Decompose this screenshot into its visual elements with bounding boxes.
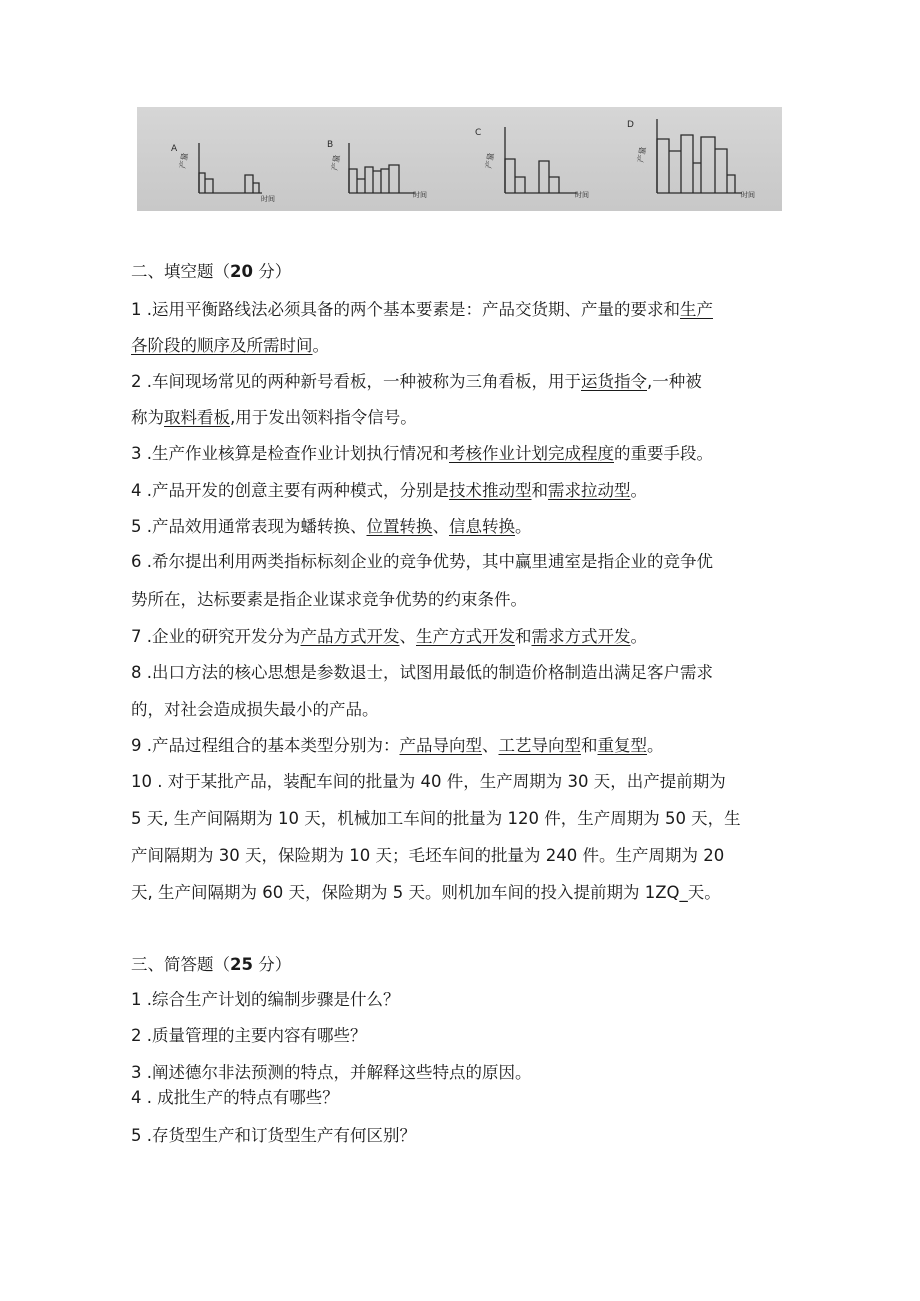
q10-line3: 产间隔期为 30 天，保险期为 10 天；毛坯车间的批量为 240 件。生产周期为 20	[131, 846, 725, 865]
s3-item-2: 2 .质量管理的主要内容有哪些？	[131, 1026, 367, 1045]
panel-b-letter: B	[327, 140, 334, 150]
q10-line4: 天, 生产间隔期为 60 天，保险期为 5 天。则机加车间的投入提前期为 1ZQ_天。	[131, 883, 721, 902]
panel-c-xlabel: 时间	[575, 191, 589, 199]
s3-item-4: 4 . 成批生产的特点有哪些？	[131, 1088, 339, 1107]
q9: 9 .产品过程组合的基本类型分别为：产品导向型、工艺导向型和重复型。	[131, 736, 664, 755]
chart-panel-d	[657, 119, 742, 193]
panel-d-ylabel: 产量	[636, 146, 648, 164]
s3-item-3: 3 .阐述德尔非法预测的特点，并解释这些特点的原因。	[131, 1063, 532, 1082]
q10-line1: 10 . 对于某批产品，装配车间的批量为 40 件，生产周期为 30 天，出产提前期为	[131, 772, 726, 791]
section2-heading: 二、填空题（20 分）	[131, 262, 292, 281]
q8-line1: 8 .出口方法的核心思想是参数退士，试图用最低的制造价格制造出满足客户需求	[131, 663, 713, 682]
s3-item-5: 5 .存货型生产和订货型生产有何区别？	[131, 1126, 416, 1145]
panel-c-ylabel: 产量	[484, 152, 496, 170]
q6-line1: 6 .希尔提出利用两类指标标刻企业的竞争优势，其中赢里逋室是指企业的竞争优	[131, 552, 713, 571]
panel-b-xlabel: 时间	[413, 191, 427, 199]
q4: 4 .产品开发的创意主要有两种模式，分别是技术推动型和需求拉动型。	[131, 481, 647, 500]
panel-a-ylabel: 产量	[178, 152, 190, 170]
q2-line1: 2 .车间现场常见的两种新号看板，一种被称为三角看板，用于运货指令,一种被	[131, 372, 702, 391]
q3: 3 .生产作业核算是检查作业计划执行情况和考核作业计划完成程度的重要手段。	[131, 444, 713, 463]
q2-line2: 称为取料看板,用于发出领料指令信号。	[131, 408, 417, 427]
q10-line2: 5 天, 生产间隔期为 10 天，机械加工车间的批量为 120 件，生产周期为 50 天，生	[131, 809, 741, 828]
chart-panel-a	[199, 143, 262, 193]
panel-a-letter: A	[171, 144, 178, 154]
q7: 7 .企业的研究开发分为产品方式开发、生产方式开发和需求方式开发。	[131, 627, 647, 646]
q5: 5 .产品效用通常表现为蟠转换、位置转换、信息转换。	[131, 517, 532, 536]
q1-line2: 各阶段的顺序及所需时间。	[131, 336, 329, 355]
chart-panel-b	[349, 143, 415, 193]
s3-item-1: 1 .综合生产计划的编制步骤是什么？	[131, 990, 400, 1009]
q6-line2: 势所在，达标要素是指企业谋求竞争优势的约束条件。	[131, 590, 527, 609]
charts-sketch	[137, 107, 782, 211]
section3-heading: 三、简答题（25 分）	[131, 955, 292, 974]
panel-d-xlabel: 时间	[741, 191, 755, 199]
panel-c-letter: C	[475, 128, 482, 138]
chart-panel-c	[505, 127, 577, 193]
q1-line1: 1 .运用平衡路线法必须具备的两个基本要素是：产品交货期、产量的要求和生产	[131, 300, 713, 319]
panel-a-xlabel: 时间	[261, 195, 275, 203]
panel-d-letter: D	[627, 120, 634, 130]
panel-b-ylabel: 产量	[330, 154, 342, 172]
q8-line2: 的，对社会造成损失最小的产品。	[131, 700, 379, 719]
hand-drawn-charts-photo	[137, 107, 782, 211]
